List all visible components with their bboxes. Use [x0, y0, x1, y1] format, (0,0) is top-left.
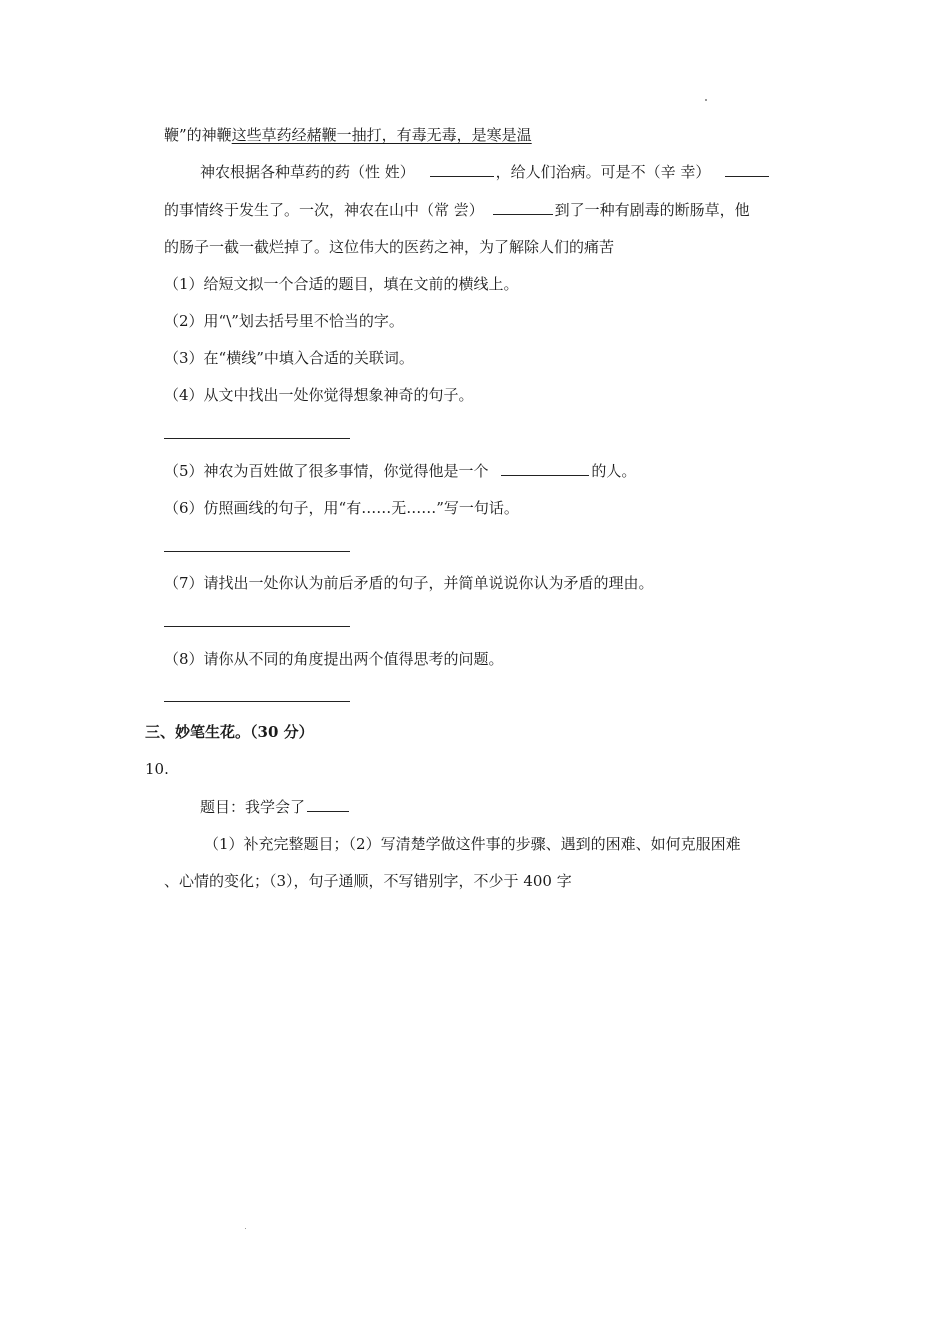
- answer-line-8[interactable]: [164, 701, 350, 702]
- question-2: （2）用“\”划去括号里不恰当的字。: [164, 312, 404, 330]
- scan-speck: [705, 99, 707, 101]
- answer-blank[interactable]: [725, 162, 769, 177]
- topic-text: 题目：我学会了: [200, 798, 306, 816]
- answer-line-7[interactable]: [164, 626, 350, 627]
- answer-line-4[interactable]: [164, 438, 350, 439]
- passage-text: 神农根据各种草药的药（性 姓）: [200, 163, 415, 181]
- essay-topic: [200, 796, 351, 818]
- question-3: （3）在“横线”中填入合适的关联词。: [164, 349, 414, 367]
- question-4: （4）从文中找出一处你觉得想象神奇的句子。: [164, 386, 474, 404]
- essay-requirements-1: （1）补充完整题目；（2）写清楚学做这件事的步骤、遇到的困难、如何克服困难: [204, 835, 741, 853]
- answer-blank[interactable]: [493, 200, 553, 215]
- answer-blank[interactable]: [430, 162, 494, 177]
- question-6: （6）仿照画线的句子，用“有……无……”写一句话。: [164, 499, 519, 517]
- answer-blank[interactable]: [501, 461, 589, 476]
- passage-text: 的肠子一截一截烂掉了。这位伟大的医药之神，为了解除人们的痛苦: [164, 238, 615, 256]
- question-text: （5）神农为百姓做了很多事情，你觉得他是一个: [164, 462, 489, 480]
- question-5: [164, 460, 636, 482]
- section-heading: 三、妙笔生花。（30 分）: [145, 723, 314, 741]
- passage-line-2: [200, 161, 771, 183]
- question-number: 10.: [145, 760, 169, 778]
- answer-line-6[interactable]: [164, 551, 350, 552]
- question-7: （7）请找出一处你认为前后矛盾的句子，并简单说说你认为矛盾的理由。: [164, 574, 654, 592]
- passage-text: 鞭”的神鞭: [164, 126, 232, 144]
- essay-requirements-2: 、心情的变化；（3），句子通顺，不写错别字，不少于 400 字: [164, 872, 572, 890]
- question-text: 的人。: [591, 462, 637, 480]
- passage-text: 到了一种有剧毒的断肠草，他: [554, 201, 750, 219]
- underlined-sentence: 这些草药经赭鞭一抽打，有毒无毒，是寒是温: [231, 126, 532, 144]
- passage-text: ，给人们治病。可是不（辛 幸）: [495, 163, 711, 181]
- passage-text: 的事情终于发生了。一次，神农在山中（常 尝）: [164, 201, 484, 219]
- question-8: （8）请你从不同的角度提出两个值得思考的问题。: [164, 650, 504, 668]
- passage-line-1: [164, 124, 532, 146]
- scan-speck: [245, 1228, 246, 1229]
- question-1: （1）给短文拟一个合适的题目，填在文前的横线上。: [164, 275, 519, 293]
- passage-line-3: [164, 199, 750, 221]
- topic-blank[interactable]: [307, 797, 349, 812]
- passage-line-4: [164, 236, 614, 258]
